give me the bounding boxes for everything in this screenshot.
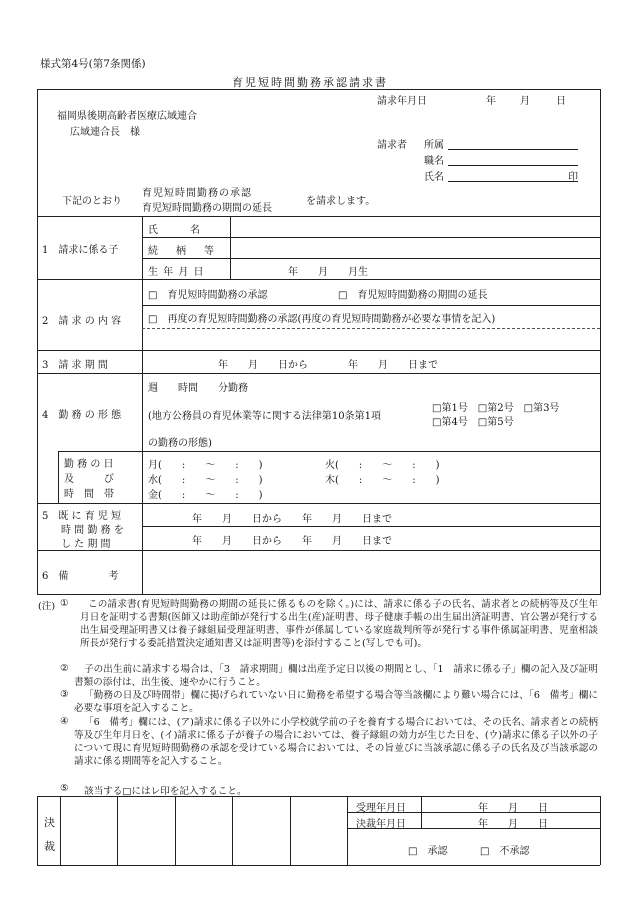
- approve-option[interactable]: □ 承認: [408, 846, 448, 857]
- decided-date-value: 年 月 日: [478, 819, 548, 830]
- child-name-label: 氏 名: [148, 225, 204, 236]
- position-label: 職名: [424, 156, 444, 167]
- intro-option-extension: 育児短時間勤務の期間の延長: [142, 203, 272, 214]
- form-number: 様式第4号(第7条関係): [40, 58, 146, 70]
- note4-number: ④: [60, 716, 69, 727]
- name-label: 氏名: [424, 172, 444, 183]
- intro-prefix: 下記のとおり: [62, 196, 122, 207]
- past-period-1: 年 月 日から 年 月 日まで: [192, 514, 392, 525]
- note1-number: ①: [60, 598, 69, 609]
- form-suffix: の勤務の形態): [148, 438, 212, 449]
- reject-option[interactable]: □ 不承認: [480, 846, 530, 857]
- notes-prefix: (注): [38, 601, 56, 612]
- note5-number: ⑤: [60, 783, 69, 794]
- request-date-month: 月: [520, 96, 530, 107]
- law-options-row1[interactable]: □第1号 □第2号 □第3号: [432, 403, 560, 414]
- child-relation-label: 続 柄 等: [148, 246, 218, 257]
- law-reference: (地方公務員の育児休業等に関する法律第10条第1項: [148, 411, 381, 422]
- schedule-label-2: 及 び: [64, 474, 114, 485]
- request-date-label: 請求年月日: [377, 96, 427, 107]
- section2-label: 2 請 求 の 内 容: [42, 316, 122, 327]
- affiliation-label: 所属: [424, 140, 444, 151]
- received-date-label: 受理年月日: [356, 803, 406, 814]
- received-date-value: 年 月 日: [478, 803, 548, 814]
- intro-suffix: を請求します。: [306, 196, 376, 207]
- option-approval[interactable]: □ 育児短時間勤務の承認: [148, 290, 268, 301]
- note-5: 該当する□にはレ印を記入すること。: [84, 786, 247, 797]
- schedule-fri: 金( : ～ : ): [148, 490, 263, 501]
- schedule-mon: 月( : ～ : ): [148, 460, 263, 471]
- page-title: 育児短時間勤務承認請求書: [232, 76, 388, 89]
- request-period-value: 年 月 日から 年 月 日まで: [218, 360, 438, 371]
- addressee-title: 広域連合長 様: [70, 127, 140, 138]
- child-birth-label: 生 年 月 日: [148, 267, 205, 278]
- addressee-org: 福岡県後期高齢者医療広域連合: [57, 111, 197, 122]
- weekly-hours: 週 時間 分勤務: [148, 383, 248, 394]
- note2-number: ②: [60, 663, 69, 674]
- intro-option-approval: 育児短時間勤務の承認: [142, 188, 252, 199]
- section1-label: 1 請求に係る子: [42, 245, 119, 256]
- section6-label: 6 備 考: [42, 571, 119, 582]
- section4-label: 4 勤 務 の 形 態: [42, 410, 122, 421]
- note-4: 「6 備考」欄には、(ア)請求に係る子以外に小学校就学前の子を養育する場合においては、その氏名、請求者との続柄等及び生年月日を、(イ)請求に係る子が養子の場合においては、養子縁組の効力が生じた日を、(ウ)請求に係る子以外の子について現に育児短時間勤務の承認を受けている場合においては、その旨並びに当該承認に係る子の氏名及び当該承認の請求に係る期間等を記入すること。: [74, 717, 598, 767]
- requester-label: 請求者: [377, 140, 407, 151]
- schedule-thu: 木( : ～ : ): [325, 475, 440, 486]
- schedule-label-1: 勤 務 の 日: [64, 459, 114, 470]
- option-again[interactable]: □ 再度の育児短時間勤務の承認(再度の育児短時間勤務が必要な事情を記入): [148, 314, 496, 325]
- section5-label-1: 5 既 に 育 児 短: [42, 511, 122, 522]
- schedule-tue: 火( : ～ : ): [325, 460, 440, 471]
- request-date-year: 年: [486, 96, 496, 107]
- note3-number: ③: [60, 689, 69, 700]
- note-3: 「勤務の日及び時間帯」欄に掲げられていない日に勤務を希望する場合等当該欄により難い場合には、「6 備考」欄に必要な事項を記入すること。: [74, 690, 598, 714]
- past-period-2: 年 月 日から 年 月 日まで: [192, 536, 392, 547]
- note-2: 子の出生前に請求する場合は、「3 請求期間」欄は出産予定日以後の期間とし、「1 請求に係る子」欄の記入及び証明書類の添付は、出生後、速やかに行うこと。: [74, 664, 598, 688]
- option-extension[interactable]: □ 育児短時間勤務の期間の延長: [338, 290, 488, 301]
- decided-date-label: 決裁年月日: [356, 819, 406, 830]
- decision-label-1: 決: [44, 816, 55, 829]
- request-date-day: 日: [556, 96, 566, 107]
- seal-mark: 印: [568, 172, 578, 183]
- section5-label-3: し た 期 間: [61, 539, 111, 550]
- note-1: この請求書(育児短時間勤務の期間の延長に係るものを除く。)には、請求に係る子の氏名、請求者との続柄等及び生年月日を証明する書類(医師又は助産師が発行する出生(産)証明書、母子健康手帳の出生届出済証明書、官公署が発行する出生届受理証明書又は養子縁組届受理証明書、事件が係属している家庭裁判所等が発行する事件係属証明書、児童相談所長が発行する委託措置決定通知書又は証明書等)を添付すること(写しでも可)。: [80, 599, 598, 649]
- section5-label-2: 時 間 勤 務 を: [61, 525, 124, 536]
- child-birth-value: 年 月 月生: [288, 267, 368, 278]
- decision-label-2: 裁: [44, 840, 55, 853]
- schedule-label-3: 時 間 帯: [64, 489, 114, 500]
- section3-label: 3 請 求 期 間: [42, 360, 108, 371]
- schedule-wed: 水( : ～ : ): [148, 475, 263, 486]
- law-options-row2[interactable]: □第4号 □第5号: [432, 417, 514, 428]
